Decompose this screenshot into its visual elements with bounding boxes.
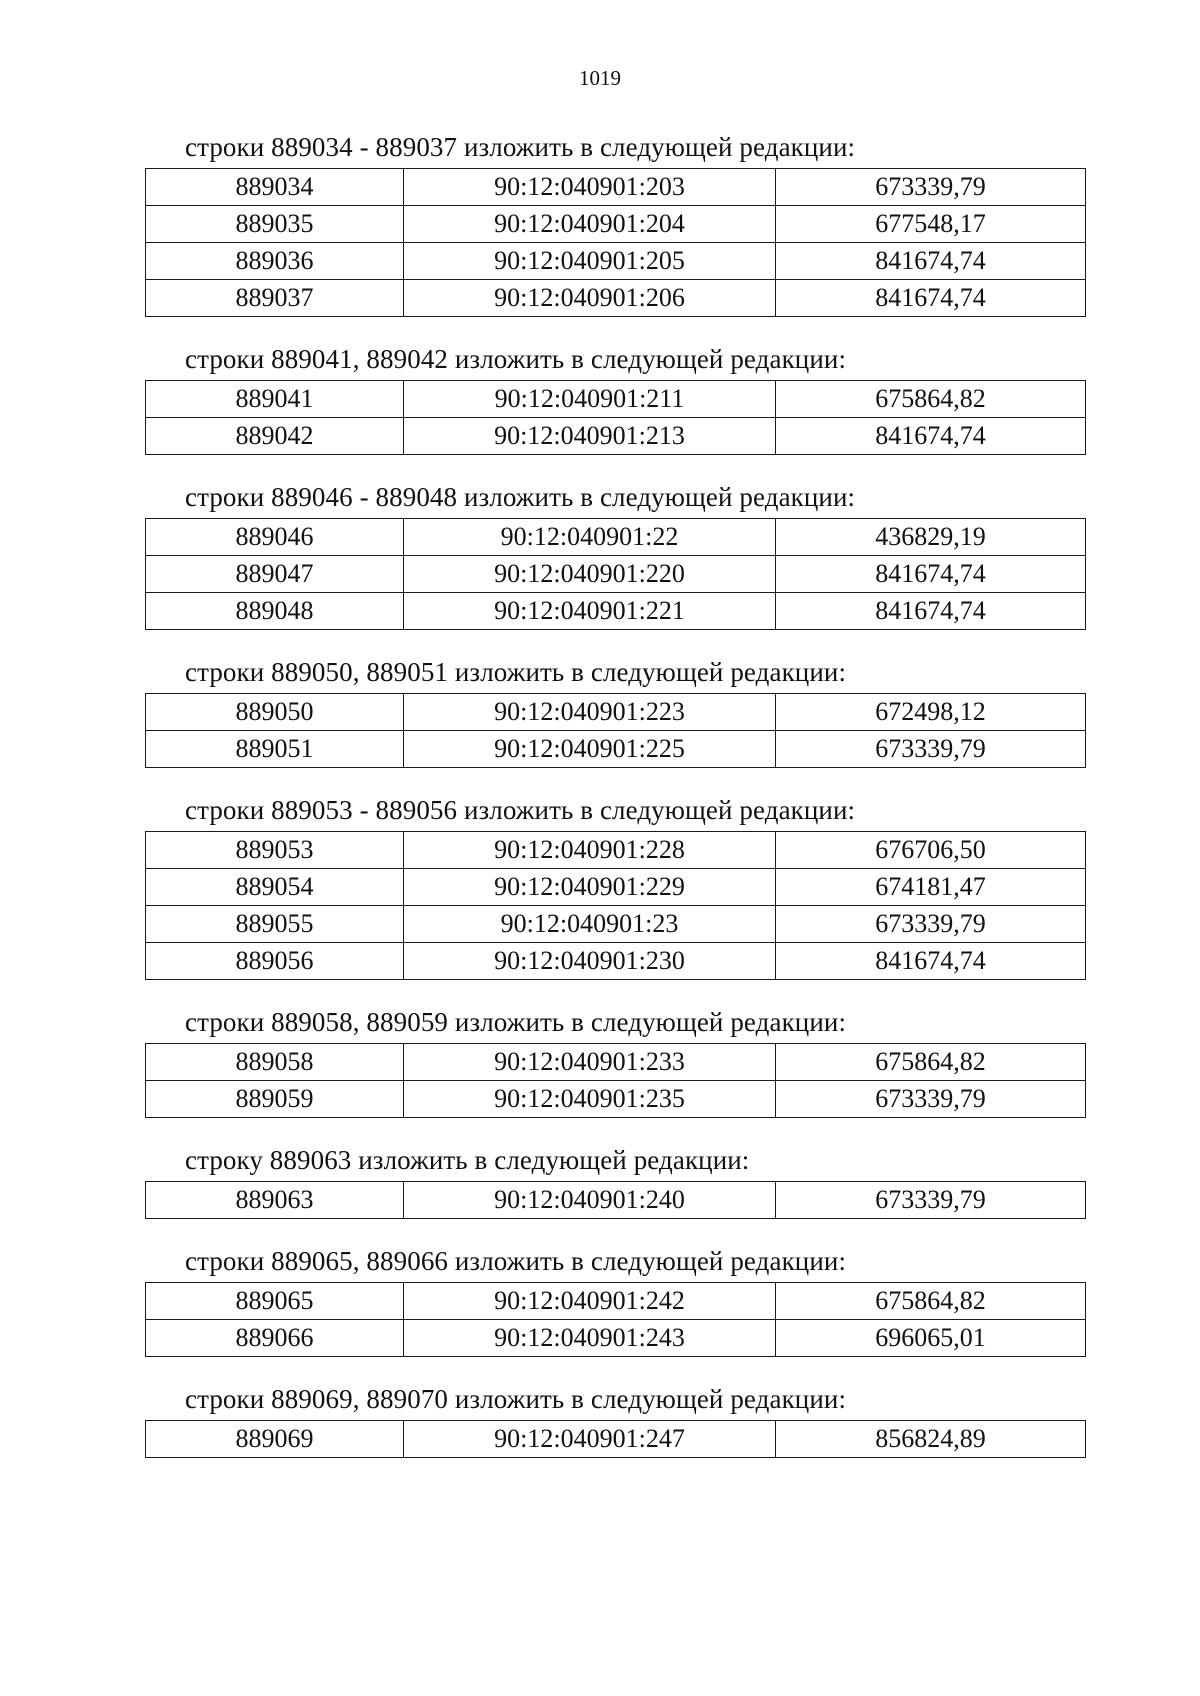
table-row	[146, 280, 1086, 317]
value-cell: 673339,79	[776, 169, 1086, 206]
row-number-cell: 889056	[146, 943, 404, 980]
amendment-block	[0, 1380, 1200, 1458]
page-number: 1019	[579, 66, 621, 90]
value-cell: 675864,82	[776, 381, 1086, 418]
cadastral-number-cell: 90:12:040901:213	[404, 418, 776, 455]
row-number-cell: 889046	[146, 519, 404, 556]
row-number-cell: 889055	[146, 906, 404, 943]
amendment-intro-text: строки 889034 - 889037 изложить в следующей редакции:	[185, 132, 856, 162]
value-cell: 674181,47	[776, 869, 1086, 906]
row-number-cell: 889048	[146, 593, 404, 630]
value-cell: 696065,01	[776, 1320, 1086, 1357]
row-number-cell: 889034	[146, 169, 404, 206]
value-cell: 436829,19	[776, 519, 1086, 556]
table-row	[146, 943, 1086, 980]
cadastral-number-cell: 90:12:040901:229	[404, 869, 776, 906]
value-cell: 841674,74	[776, 593, 1086, 630]
value-cell: 675864,82	[776, 1283, 1086, 1320]
amendment-block	[0, 1141, 1200, 1219]
amendment-block	[0, 128, 1200, 317]
table-row	[146, 694, 1086, 731]
table-row	[146, 169, 1086, 206]
value-cell: 841674,74	[776, 418, 1086, 455]
cadastral-number-cell: 90:12:040901:228	[404, 832, 776, 869]
row-number-cell: 889053	[146, 832, 404, 869]
amendment-table	[145, 831, 1086, 980]
amendment-table	[145, 518, 1086, 630]
table-row	[146, 206, 1086, 243]
row-number-cell: 889036	[146, 243, 404, 280]
cadastral-number-cell: 90:12:040901:22	[404, 519, 776, 556]
value-cell: 673339,79	[776, 1182, 1086, 1219]
cadastral-number-cell: 90:12:040901:240	[404, 1182, 776, 1219]
row-number-cell: 889054	[146, 869, 404, 906]
amendment-block	[0, 1242, 1200, 1357]
value-cell: 672498,12	[776, 694, 1086, 731]
cadastral-number-cell: 90:12:040901:205	[404, 243, 776, 280]
cadastral-number-cell: 90:12:040901:211	[404, 381, 776, 418]
table-row	[146, 556, 1086, 593]
table-row	[146, 381, 1086, 418]
amendment-intro-text: строки 889058, 889059 изложить в следующей редакции:	[185, 1007, 847, 1037]
row-number-cell: 889041	[146, 381, 404, 418]
amendment-table	[145, 1043, 1086, 1118]
value-cell: 841674,74	[776, 243, 1086, 280]
cadastral-number-cell: 90:12:040901:220	[404, 556, 776, 593]
row-number-cell: 889066	[146, 1320, 404, 1357]
value-cell: 676706,50	[776, 832, 1086, 869]
table-row	[146, 1320, 1086, 1357]
value-cell: 677548,17	[776, 206, 1086, 243]
table-row	[146, 869, 1086, 906]
cadastral-number-cell: 90:12:040901:203	[404, 169, 776, 206]
amendment-table	[145, 693, 1086, 768]
row-number-cell: 889037	[146, 280, 404, 317]
table-row	[146, 1182, 1086, 1219]
value-cell: 856824,89	[776, 1421, 1086, 1458]
row-number-cell: 889063	[146, 1182, 404, 1219]
value-cell: 675864,82	[776, 1044, 1086, 1081]
value-cell: 673339,79	[776, 906, 1086, 943]
cadastral-number-cell: 90:12:040901:225	[404, 731, 776, 768]
amendment-table	[145, 380, 1086, 455]
amendment-intro-text: строки 889069, 889070 изложить в следующей редакции:	[185, 1384, 847, 1414]
table-row	[146, 519, 1086, 556]
amendment-intro-text: строки 889046 - 889048 изложить в следующей редакции:	[185, 482, 856, 512]
value-cell: 673339,79	[776, 1081, 1086, 1118]
cadastral-number-cell: 90:12:040901:233	[404, 1044, 776, 1081]
cadastral-number-cell: 90:12:040901:204	[404, 206, 776, 243]
table-row	[146, 1421, 1086, 1458]
amendment-table	[145, 1181, 1086, 1219]
amendment-table	[145, 168, 1086, 317]
cadastral-number-cell: 90:12:040901:243	[404, 1320, 776, 1357]
cadastral-number-cell: 90:12:040901:230	[404, 943, 776, 980]
row-number-cell: 889059	[146, 1081, 404, 1118]
row-number-cell: 889047	[146, 556, 404, 593]
cadastral-number-cell: 90:12:040901:221	[404, 593, 776, 630]
cadastral-number-cell: 90:12:040901:247	[404, 1421, 776, 1458]
amendment-block	[0, 478, 1200, 630]
amendment-table	[145, 1420, 1086, 1458]
amendment-intro-text: строку 889063 изложить в следующей редакции:	[185, 1145, 750, 1175]
row-number-cell: 889035	[146, 206, 404, 243]
value-cell: 841674,74	[776, 943, 1086, 980]
table-row	[146, 243, 1086, 280]
table-row	[146, 1044, 1086, 1081]
value-cell: 841674,74	[776, 556, 1086, 593]
amendment-block	[0, 653, 1200, 768]
cadastral-number-cell: 90:12:040901:23	[404, 906, 776, 943]
table-row	[146, 1081, 1086, 1118]
table-row	[146, 906, 1086, 943]
cadastral-number-cell: 90:12:040901:242	[404, 1283, 776, 1320]
document-body	[0, 128, 1200, 1481]
row-number-cell: 889050	[146, 694, 404, 731]
value-cell: 841674,74	[776, 280, 1086, 317]
row-number-cell: 889065	[146, 1283, 404, 1320]
amendment-table	[145, 1282, 1086, 1357]
cadastral-number-cell: 90:12:040901:223	[404, 694, 776, 731]
amendment-intro-text: строки 889050, 889051 изложить в следующей редакции:	[185, 657, 847, 687]
row-number-cell: 889042	[146, 418, 404, 455]
row-number-cell: 889058	[146, 1044, 404, 1081]
amendment-block	[0, 791, 1200, 980]
amendment-block	[0, 1003, 1200, 1118]
amendment-block	[0, 340, 1200, 455]
table-row	[146, 593, 1086, 630]
amendment-intro-text: строки 889041, 889042 изложить в следующей редакции:	[185, 344, 847, 374]
cadastral-number-cell: 90:12:040901:206	[404, 280, 776, 317]
value-cell: 673339,79	[776, 731, 1086, 768]
row-number-cell: 889051	[146, 731, 404, 768]
table-row	[146, 832, 1086, 869]
table-row	[146, 418, 1086, 455]
table-row	[146, 731, 1086, 768]
amendment-intro-text: строки 889053 - 889056 изложить в следующей редакции:	[185, 795, 856, 825]
amendment-intro-text: строки 889065, 889066 изложить в следующей редакции:	[185, 1246, 847, 1276]
table-row	[146, 1283, 1086, 1320]
cadastral-number-cell: 90:12:040901:235	[404, 1081, 776, 1118]
row-number-cell: 889069	[146, 1421, 404, 1458]
